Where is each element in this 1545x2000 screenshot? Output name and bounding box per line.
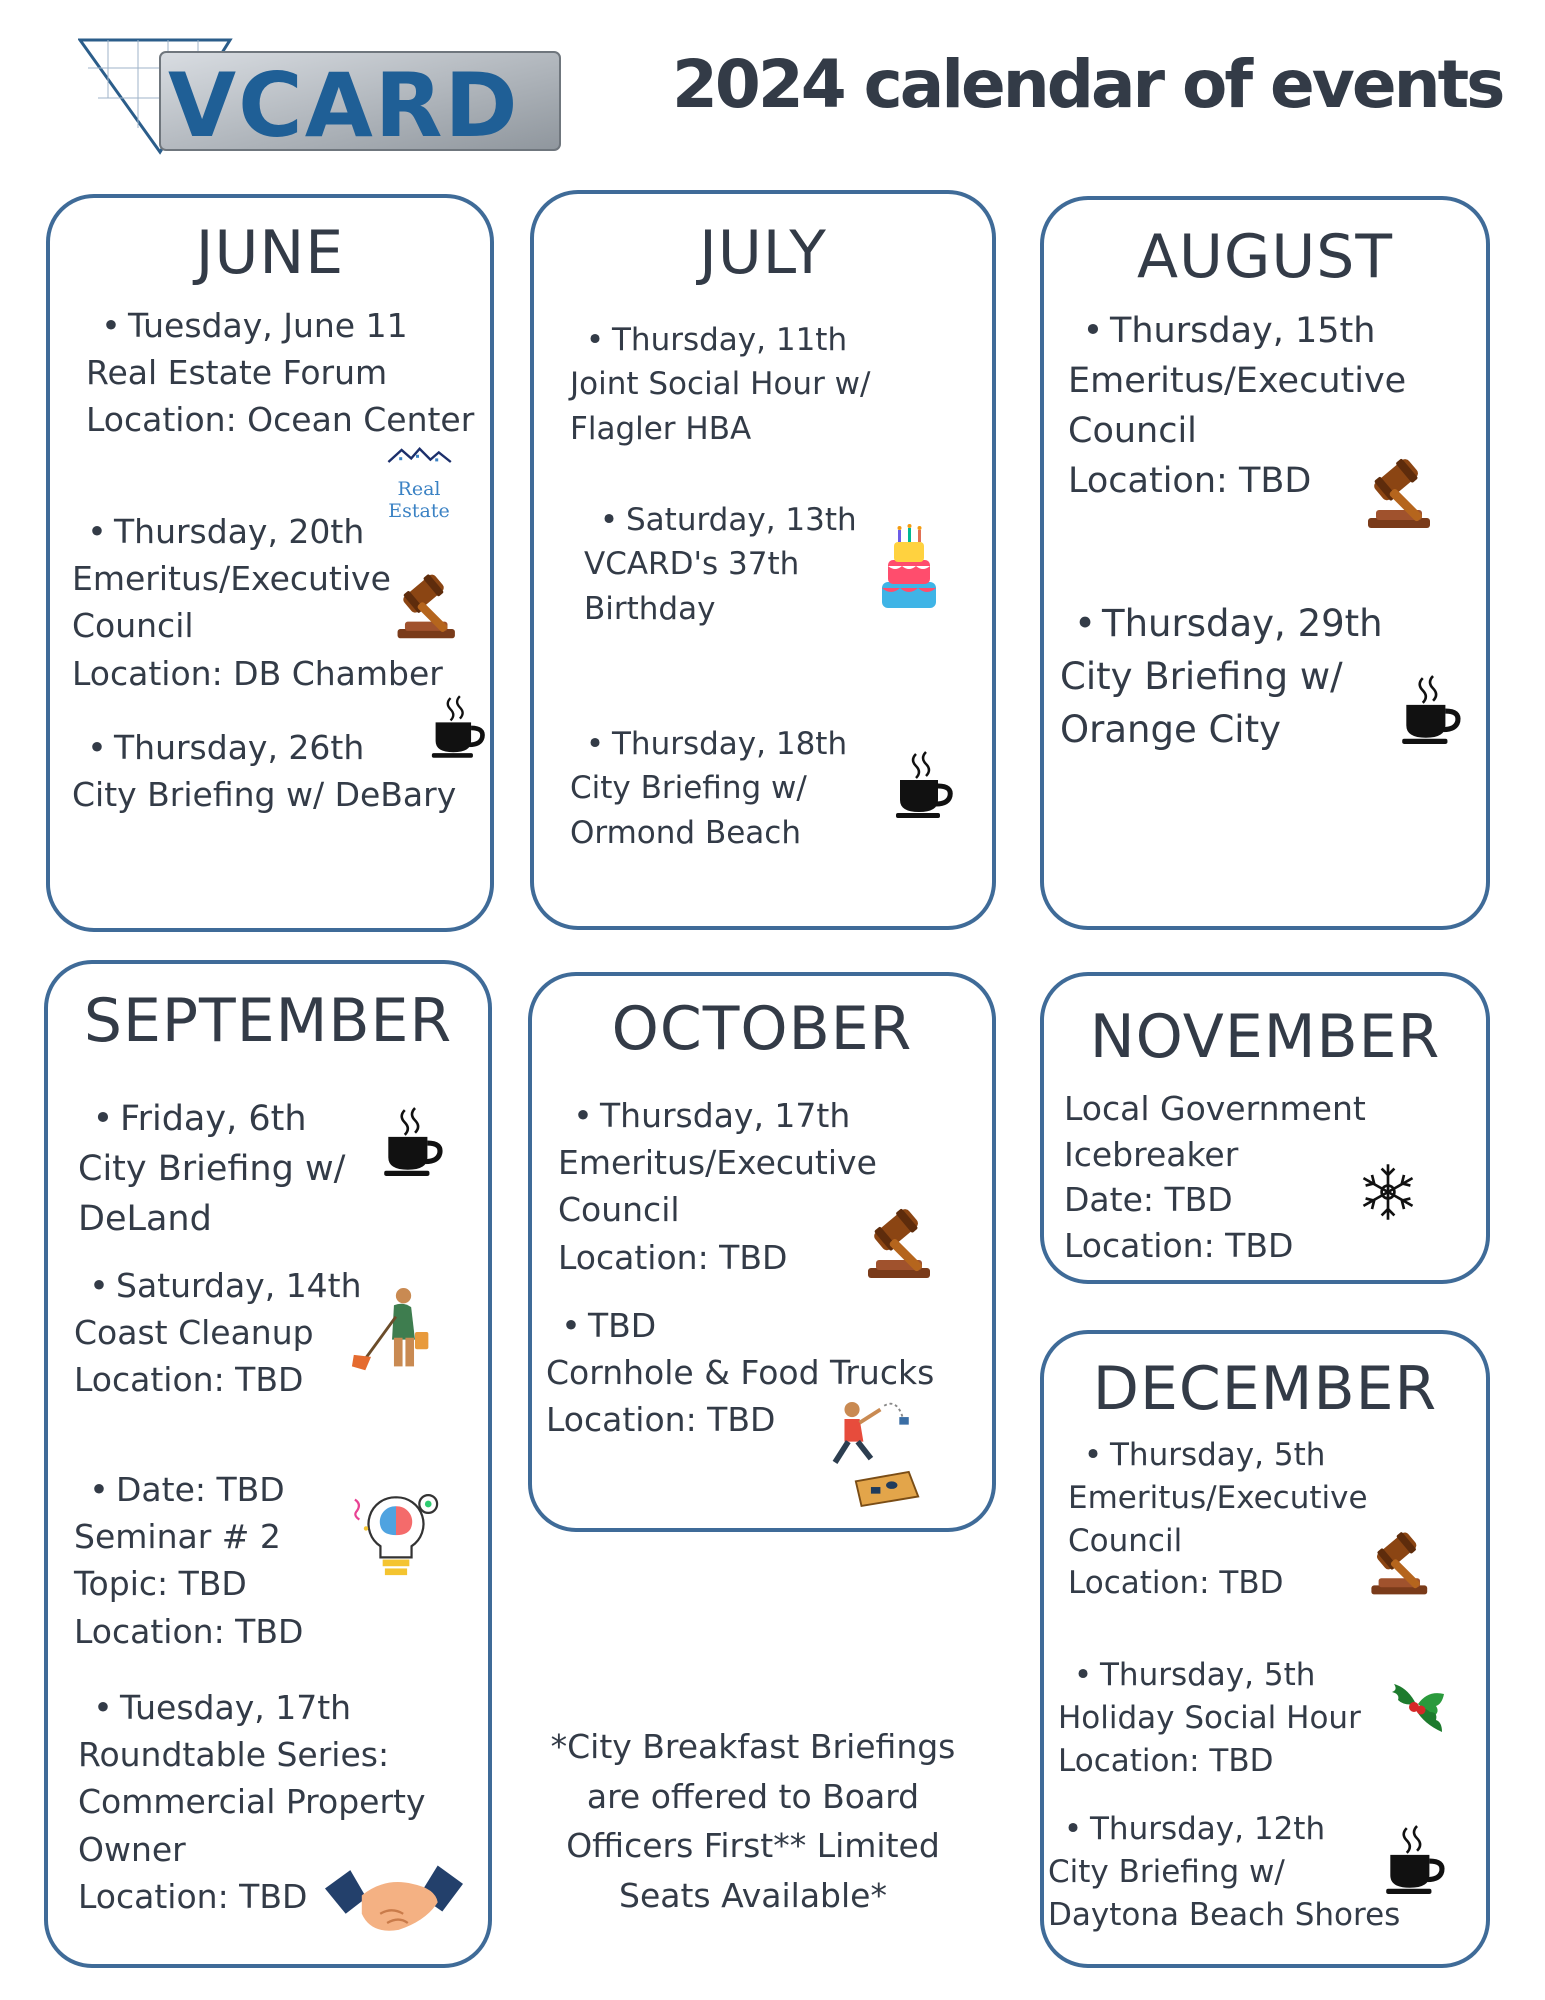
event-title: Seminar # 2 bbox=[74, 1517, 281, 1557]
event-location: Location: TBD bbox=[1068, 461, 1312, 502]
event-title: Emeritus/Executive bbox=[1068, 361, 1407, 402]
birthday-cake-icon bbox=[874, 524, 944, 614]
event-date: • Thursday, 18th bbox=[570, 722, 847, 766]
event-date: • Saturday, 14th bbox=[74, 1262, 362, 1309]
event-title: City Briefing w/ bbox=[78, 1149, 346, 1190]
cornhole-player-icon bbox=[818, 1396, 922, 1510]
event-date: • TBD bbox=[546, 1302, 934, 1349]
event-date: • Saturday, 13th bbox=[584, 498, 857, 542]
footnote-line: *City Breakfast Briefings bbox=[550, 1727, 956, 1766]
footnote-line: are offered to Board bbox=[586, 1776, 920, 1816]
month-title: AUGUST bbox=[1136, 222, 1394, 292]
event-date: • Friday, 6th bbox=[78, 1094, 345, 1144]
event-title: DeLand bbox=[78, 1199, 212, 1240]
month-title: NOVEMBER bbox=[1089, 1002, 1441, 1072]
month-title: OCTOBER bbox=[611, 994, 913, 1064]
event-location: Location: TBD bbox=[1058, 1742, 1274, 1779]
handshake-icon bbox=[324, 1854, 464, 1946]
coffee-cup-icon bbox=[894, 750, 954, 820]
event-title: Orange City bbox=[1060, 707, 1281, 751]
month-title: DECEMBER bbox=[1092, 1354, 1438, 1424]
page-title: 2024 calendar of events bbox=[672, 46, 1503, 123]
event-item bbox=[1060, 598, 1383, 757]
month-card-september bbox=[44, 960, 492, 1968]
event-item bbox=[74, 1262, 362, 1404]
month-card-july bbox=[530, 190, 996, 930]
gavel-icon bbox=[1366, 1526, 1438, 1598]
month-card-october bbox=[528, 972, 996, 1532]
event-title: City Briefing w/ bbox=[570, 770, 807, 807]
event-title: City Briefing w/ bbox=[1060, 654, 1343, 698]
event-date: Date: TBD bbox=[1064, 1180, 1233, 1220]
event-title: Emeritus/Executive bbox=[1068, 1479, 1368, 1516]
event-item bbox=[558, 1092, 877, 1281]
snowflake-icon bbox=[1356, 1160, 1420, 1224]
event-title: Council bbox=[72, 606, 194, 646]
event-date: • Thursday, 15th bbox=[1068, 306, 1406, 356]
real-estate-logo-icon: Real Estate bbox=[364, 444, 474, 500]
event-date: • Thursday, 26th bbox=[72, 724, 456, 771]
footnote-line: Officers First** Limited bbox=[566, 1826, 940, 1865]
event-date: • Thursday, 12th bbox=[1048, 1808, 1400, 1851]
event-location: Location: TBD bbox=[78, 1876, 308, 1916]
event-location: Location: TBD bbox=[546, 1400, 776, 1440]
event-title: Ormond Beach bbox=[570, 814, 801, 851]
event-title: Local Government bbox=[1064, 1089, 1366, 1128]
event-date: • Thursday, 20th bbox=[72, 508, 443, 555]
event-date: • Thursday, 11th bbox=[570, 318, 870, 362]
event-title: City Briefing w/ bbox=[1048, 1853, 1285, 1890]
event-date: • Tuesday, 17th bbox=[78, 1684, 426, 1731]
event-title: Commercial Property bbox=[78, 1782, 426, 1822]
month-title: JULY bbox=[699, 218, 827, 288]
event-title: Emeritus/Executive bbox=[558, 1143, 877, 1183]
event-date: • Thursday, 5th bbox=[1058, 1654, 1361, 1697]
event-item bbox=[1064, 1086, 1366, 1268]
event-title: Birthday bbox=[584, 590, 716, 627]
gavel-icon bbox=[862, 1202, 942, 1282]
event-item bbox=[72, 724, 456, 818]
event-date: • Thursday, 17th bbox=[558, 1092, 877, 1139]
event-location: Location: Ocean Center bbox=[86, 400, 475, 440]
footnote-line: Seats Available* bbox=[619, 1875, 887, 1915]
event-location: Location: TBD bbox=[1068, 1565, 1284, 1602]
event-item bbox=[1068, 306, 1406, 506]
gavel-icon bbox=[392, 568, 466, 642]
coffee-cup-icon bbox=[1384, 1824, 1446, 1896]
event-title: Council bbox=[1068, 1522, 1183, 1559]
event-title: Joint Social Hour w/ bbox=[570, 366, 871, 403]
event-title: Daytona Beach Shores bbox=[1048, 1896, 1401, 1933]
event-location: Location: TBD bbox=[1064, 1225, 1294, 1265]
gavel-icon bbox=[1362, 452, 1442, 532]
coffee-cup-icon bbox=[1400, 674, 1462, 746]
event-item bbox=[78, 1094, 345, 1244]
event-location: Location: DB Chamber bbox=[72, 653, 443, 693]
event-item bbox=[1048, 1808, 1400, 1936]
event-item bbox=[74, 1466, 303, 1655]
holly-icon bbox=[1384, 1674, 1454, 1744]
event-item bbox=[72, 508, 443, 697]
lightbulb-brain-icon bbox=[344, 1484, 448, 1584]
logo-text: VCARD bbox=[168, 54, 520, 157]
event-title: Flagler HBA bbox=[570, 410, 752, 447]
event-title: Topic: TBD bbox=[74, 1564, 247, 1604]
event-title: Holiday Social Hour bbox=[1058, 1699, 1361, 1736]
event-title: Emeritus/Executive bbox=[72, 559, 391, 599]
event-title: Council bbox=[558, 1190, 680, 1230]
event-title: Real Estate Forum bbox=[86, 353, 388, 393]
event-item bbox=[86, 302, 474, 444]
footnote bbox=[528, 1722, 978, 1920]
event-item bbox=[584, 498, 857, 631]
event-item bbox=[1058, 1654, 1361, 1782]
event-item bbox=[1068, 1434, 1368, 1605]
month-title: JUNE bbox=[195, 218, 345, 288]
cleanup-person-icon bbox=[350, 1284, 436, 1380]
event-title: Owner bbox=[78, 1829, 186, 1869]
coffee-cup-icon bbox=[382, 1106, 444, 1178]
event-item bbox=[570, 722, 847, 855]
month-title: SEPTEMBER bbox=[83, 986, 453, 1056]
event-date: • Thursday, 29th bbox=[1060, 598, 1383, 651]
event-location: Location: TBD bbox=[74, 1360, 304, 1400]
event-title: Icebreaker bbox=[1064, 1134, 1239, 1174]
event-date: • Date: TBD bbox=[74, 1466, 303, 1513]
month-card-august bbox=[1040, 196, 1490, 930]
event-title: City Briefing w/ DeBary bbox=[72, 775, 457, 815]
event-title: Cornhole & Food Trucks bbox=[546, 1353, 935, 1393]
event-date: • Tuesday, June 11 bbox=[86, 302, 474, 349]
event-date: • Thursday, 5th bbox=[1068, 1434, 1368, 1477]
month-card-november bbox=[1040, 972, 1490, 1284]
event-title: Roundtable Series: bbox=[78, 1735, 390, 1775]
event-title: VCARD's 37th bbox=[584, 546, 800, 583]
event-location: Location: TBD bbox=[558, 1237, 788, 1277]
month-card-december bbox=[1040, 1330, 1490, 1968]
vcard-logo bbox=[78, 38, 568, 158]
event-location: Location: TBD bbox=[74, 1611, 304, 1651]
event-title: Coast Cleanup bbox=[74, 1313, 314, 1353]
event-item bbox=[570, 318, 870, 451]
month-card-june bbox=[46, 194, 494, 932]
event-title: Council bbox=[1068, 411, 1197, 452]
